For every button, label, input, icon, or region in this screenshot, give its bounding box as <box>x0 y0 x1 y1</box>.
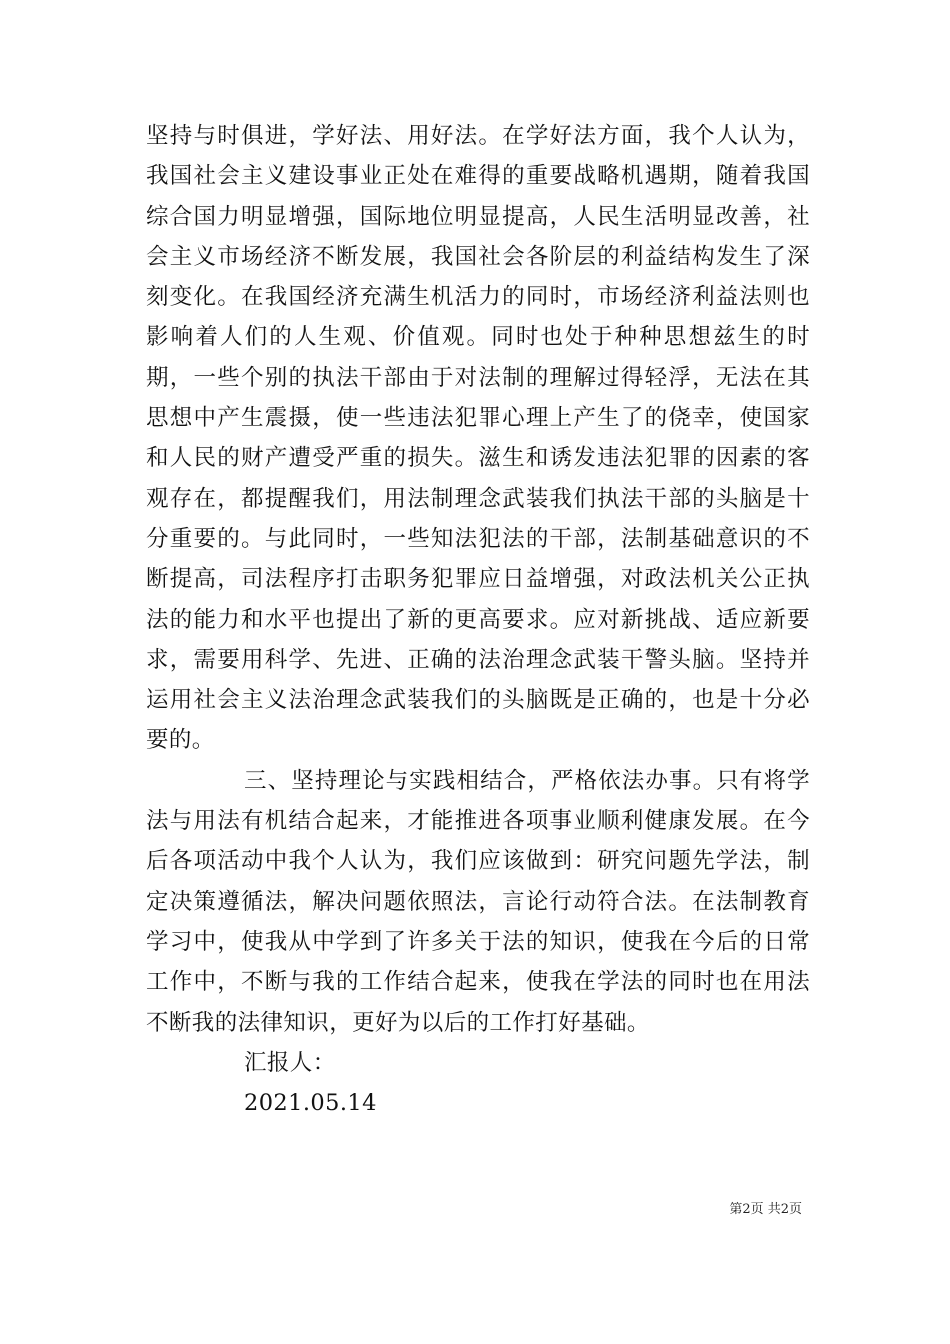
paragraph-1: 坚持与时俱进，学好法、用好法。在学好法方面，我个人认为，我国社会主义建设事业正处在难得的重要战略机遇期，随着我国综合国力明显增强，国际地位明显提高，人民生活明显改善，社会主义市场经济不断发展，我国社会各阶层的利益结构发生了深刻变化。在我国经济充满生机活力的同时，市场经济利益法则也影响着人们的人生观、价值观。同时也处于种种思想兹生的时期，一些个别的执法干部由于对法制的理解过得轻浮，无法在其思想中产生震摄，使一些违法犯罪心理上产生了的侥幸，使国家和人民的财产遭受严重的损失。滋生和诱发违法犯罪的因素的客观存在，都提醒我们，用法制理念武装我们执法干部的头脑是十分重要的。与此同时，一些知法犯法的干部，法制基础意识的不断提高，司法程序打击职务犯罪应日益增强，对政法机关公正执法的能力和水平也提出了新的更高要求。应对新挑战、适应新要求，需要用科学、先进、正确的法治理念武装干警头脑。坚持并运用社会主义法治理念武装我们的头脑既是正确的，也是十分必要的。 <box>146 123 810 754</box>
paragraph-2: 三、坚持理论与实践相结合，严格依法办事。只有将学法与用法有机结合起来，才能推进各项事业顺利健康发展。在今后各项活动中我个人认为，我们应该做到：研究问题先学法，制定决策遵循法，解决问题依照法，言论行动符合法。在法制教育学习中，使我从中学到了许多关于法的知识，使我在今后的日常工作中，不断与我的工作结合起来，使我在学法的同时也在用法不断我的法律知识，更好为以后的工作打好基础。 <box>146 767 810 1036</box>
page-number-footer: 第2页 共2页 <box>729 1202 802 1217</box>
document-body <box>146 116 810 1123</box>
report-date: 2021.05.14 <box>244 1090 377 1117</box>
reporter-label: 汇报人： <box>244 1049 336 1076</box>
